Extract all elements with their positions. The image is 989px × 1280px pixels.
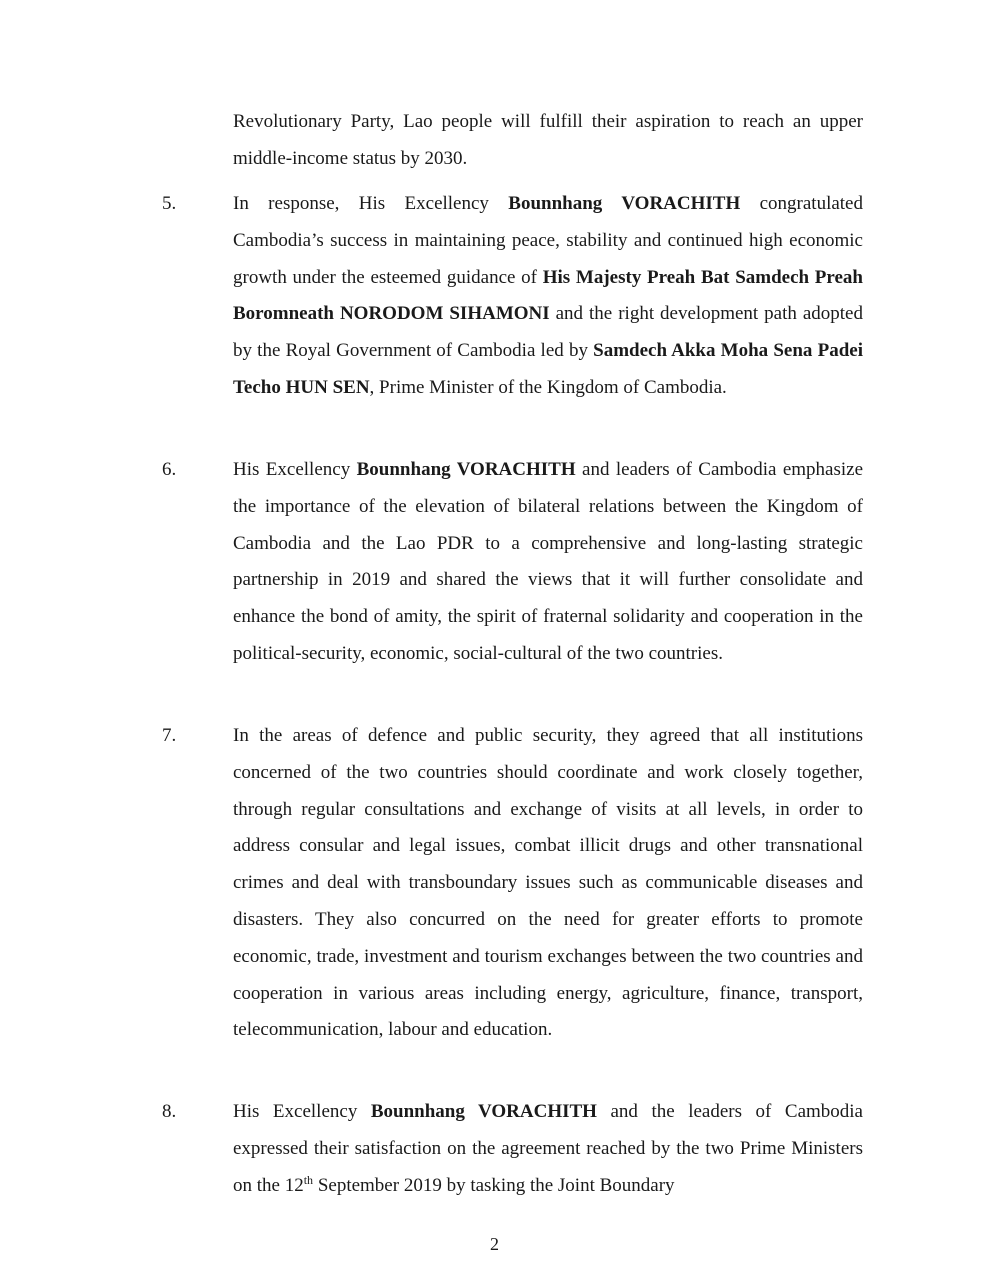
paragraph-number-6: 6.: [162, 459, 177, 480]
p5-text-1: In response, His Excellency: [233, 193, 509, 214]
p8-ordinal-suffix: th: [303, 1172, 314, 1187]
continuation-text: Revolutionary Party, Lao people will fulfill their aspiration to reach an upper middle-income status by 2030.: [233, 111, 863, 169]
p5-text-3: and the right development path adopted by the Royal Government of Cambodia led by: [233, 303, 863, 362]
paragraph-6: [233, 452, 863, 673]
paragraph-8: [233, 1094, 863, 1204]
p5-bold-name-1: Bounnhang VORACHITH: [508, 193, 741, 214]
p6-text-2: and leaders of Cambodia emphasize the importance of the elevation of bilateral relations between the Kingdom of Cambodia and the Lao PDR to a comprehensive and long-lasting strategic partnership in 2019 and shared the views that it will further consolidate and enhance the bond of amity, the spirit of fraternal solidarity and cooperation in the political-security, economic, social-cultural of the two countries.: [233, 459, 864, 664]
p8-bold-name-1: Bounnhang VORACHITH: [370, 1101, 597, 1122]
page-number: 2: [490, 1234, 499, 1254]
p6-text-1: His Excellency: [233, 459, 357, 480]
paragraph-5: [233, 186, 863, 407]
p8-text-2: and the leaders of Cambodia expressed their satisfaction on the agreement reached by the two Prime Ministers on the 12: [233, 1101, 863, 1196]
p5-text-4: , Prime Minister of the Kingdom of Cambodia.: [369, 376, 727, 398]
paragraph-continuation: [233, 104, 863, 178]
p5-bold-name-3: Samdech Akka Moha Sena Padei Techo HUN SEN: [233, 340, 863, 398]
p8-text-3: September 2019 by tasking the Joint Boundary: [313, 1174, 675, 1196]
paragraph-number-8: 8.: [162, 1101, 177, 1122]
p5-bold-name-2: His Majesty Preah Bat Samdech Preah Boromneath NORODOM SIHAMONI: [233, 266, 864, 325]
p8-text-1: His Excellency: [233, 1101, 371, 1122]
paragraph-number-7: 7.: [162, 725, 177, 746]
p6-bold-name-1: Bounnhang VORACHITH: [356, 459, 576, 480]
paragraph-number-5: 5.: [162, 193, 177, 214]
p5-text-2: congratulated Cambodia’s success in maintaining peace, stability and continued high economic growth under the esteemed guidance of: [233, 193, 863, 288]
p7-text-1: In the areas of defence and public security, they agreed that all institutions concerned of the two countries should coordinate and work closely together, through regular consultations and exchange of visits at all levels, in order to address consular and legal issues, combat illicit drugs and other transnational crimes and deal with transboundary issues such as communicable diseases and disasters. They also concurred on the need for greater efforts to promote economic, trade, investment and tourism exchanges between the two countries and cooperation in various areas including energy, agriculture, finance, transport, telecommunication, labour and education.: [233, 725, 863, 1041]
paragraph-7: [233, 718, 863, 1049]
